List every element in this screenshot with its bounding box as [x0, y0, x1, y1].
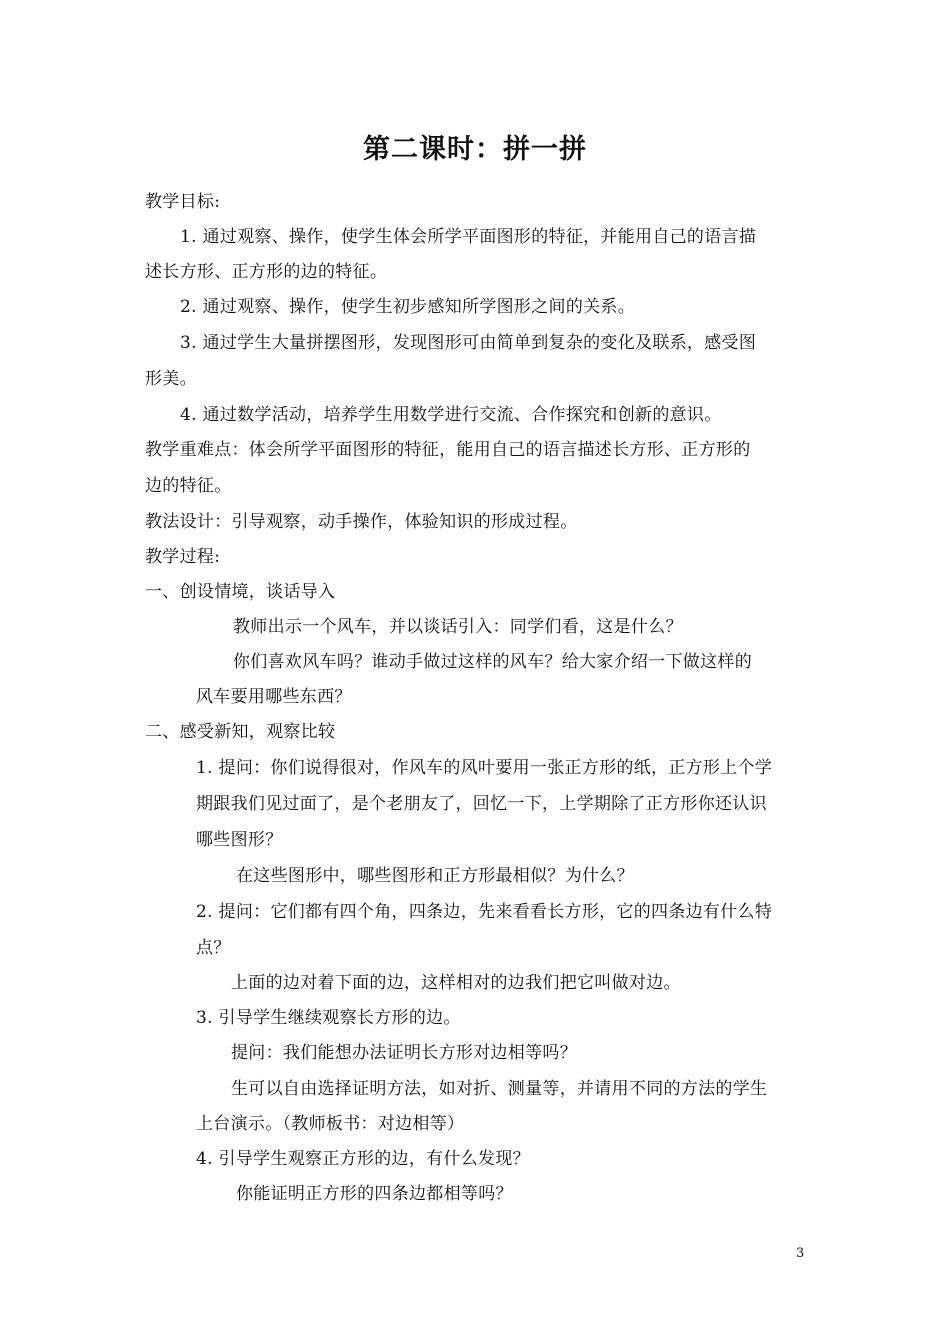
item-4: 4. 引导学生观察正方形的边，有什么发现？ — [196, 1149, 530, 1169]
item-3-paragraph-line-2: 上台演示。（教师板书：对边相等） — [196, 1114, 465, 1134]
goals-heading: 教学目标: — [145, 192, 221, 212]
item-1-line-2: 期跟我们见过面了，是个老朋友了，回忆一下，上学期除了正方形你还认识 — [196, 794, 767, 814]
key-points-line-2: 边的特征。 — [145, 476, 232, 496]
section-1-heading: 一、创设情境，谈话导入 — [145, 582, 336, 602]
section-2-heading: 二、感受新知，观察比较 — [145, 722, 336, 742]
goal-1-line-1: 1. 通过观察、操作，使学生体会所学平面图形的特征，并能用自己的语言描 — [180, 227, 757, 247]
item-1-line-3: 哪些图形？ — [196, 830, 283, 850]
item-3: 3. 引导学生继续观察长方形的边。 — [196, 1008, 461, 1028]
goal-4: 4. 通过数学活动，培养学生用数学进行交流、合作探究和创新的意识。 — [180, 405, 722, 425]
goal-3-line-2: 形美。 — [145, 369, 197, 389]
teaching-method: 教法设计：引导观察，动手操作，体验知识的形成过程。 — [145, 512, 578, 532]
goal-3-line-1: 3. 通过学生大量拼摆图形，发现图形可由简单到复杂的变化及联系，感受图 — [180, 333, 757, 353]
section-1-paragraph-2-line-1: 你们喜欢风车吗？谁动手做过这样的风车？给大家介绍一下做这样的 — [233, 652, 752, 672]
item-1-line-1: 1. 提问：你们说得很对，作风车的风叶要用一张正方形的纸，正方形上个学 — [196, 758, 773, 778]
item-2-line-3: 上面的边对着下面的边，这样相对的边我们把它叫做对边。 — [231, 973, 681, 993]
item-2-line-1: 2. 提问：它们都有四个角，四条边，先来看看长方形，它的四条边有什么特 — [196, 902, 773, 922]
item-3-question: 提问：我们能想办法证明长方形对边相等吗？ — [231, 1043, 577, 1063]
process-heading: 教学过程: — [145, 547, 221, 567]
page-number: 3 — [796, 1246, 805, 1261]
item-1-line-4: 在这些图形中，哪些图形和正方形最相似？为什么？ — [236, 866, 634, 886]
key-points-line-1: 教学重难点：体会所学平面图形的特征，能用自己的语言描述长方形、正方形的 — [145, 440, 751, 460]
section-1-paragraph-1: 教师出示一个风车，并以谈话引入：同学们看，这是什么？ — [233, 617, 683, 637]
section-1-paragraph-2-line-2: 风车要用哪些东西？ — [196, 687, 352, 707]
page-title: 第二课时：拼一拼 — [363, 134, 587, 165]
item-2-line-2: 点？ — [196, 938, 231, 958]
item-4-question: 你能证明正方形的四条边都相等吗？ — [236, 1184, 513, 1204]
goal-2: 2. 通过观察、操作，使学生初步感知所学图形之间的关系。 — [180, 297, 636, 317]
goal-1-line-2: 述长方形、正方形的边的特征。 — [145, 262, 388, 282]
item-3-paragraph-line-1: 生可以自由选择证明方法，如对折、测量等，并请用不同的方法的学生 — [231, 1079, 768, 1099]
